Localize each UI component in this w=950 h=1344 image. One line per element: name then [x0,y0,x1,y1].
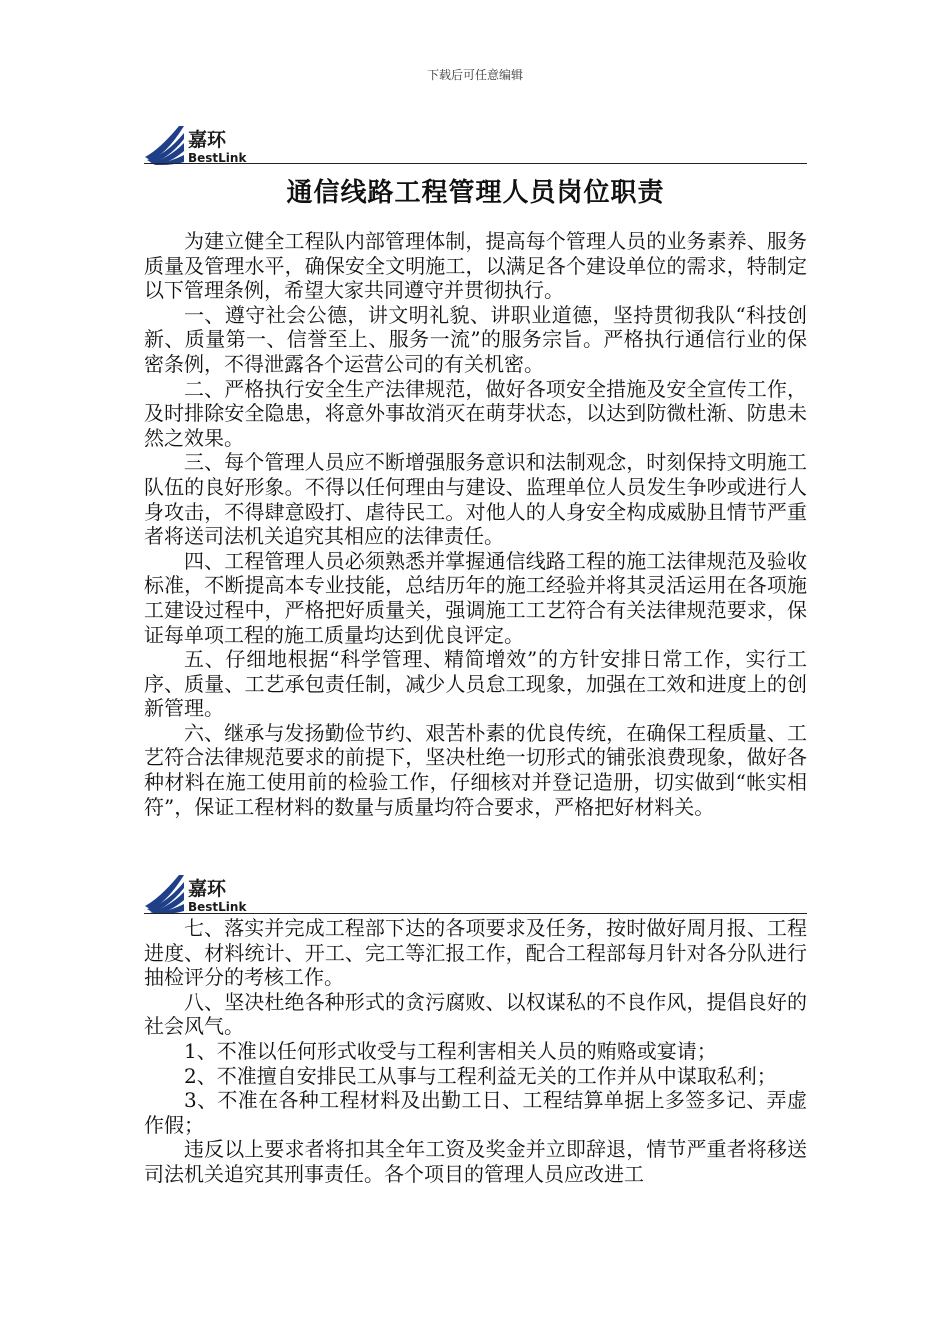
sub-item-paragraph: 3、不准在各种工程材料及出勤工日、工程结算单据上多签多记、弄虚作假； [144,1088,807,1137]
clause-paragraph: 八、坚决杜绝各种形式的贪污腐败、以权谋私的不良作风，提倡良好的社会风气。 [144,989,807,1039]
header-rule [144,913,807,914]
clause-paragraph: 五、仔细地根据“科学管理、精简增效”的方针安排日常工作，实行工序、质量、工艺承包责任制，减少人员怠工现象，加强在工效和进度上的创新管理。 [144,647,807,721]
clause-paragraph: 三、每个管理人员应不断增强服务意识和法制观念，时刻保持文明施工队伍的良好形象。不得以任何理由与建设、监理单位人员发生争吵或进行人身攻击，不得肆意殴打、虐待民工。对他人的人身安全构成威胁且情节严重者将送司法机关追究其相应的法律责任。 [144,450,807,549]
logo-cn-name: 嘉环 [188,878,227,900]
document-title: 通信线路工程管理人员岗位职责 [286,178,665,208]
clause-paragraph: 七、落实并完成工程部下达的各项要求及任务，按时做好周月报、工程进度、材料统计、开工、完工等汇报工作，配合工程部每月针对各分队进行抽检评分的考核工作。 [144,916,807,990]
clause-paragraph: 四、工程管理人员必须熟悉并掌握通信线路工程的施工法律规范及验收标准，不断提高本专业技能，总结历年的施工经验并将其灵活运用在各项施工建设过程中，严格把好质量关，强调施工工艺符合有关法律规范要求，保证每单项工程的施工质量均达到优良评定。 [144,548,807,647]
logo-wave-icon [145,875,184,914]
header-rule [144,163,807,164]
clause-paragraph: 六、继承与发扬勤俭节约、艰苦朴素的优良传统，在确保工程质量、工艺符合法律规范要求的前提下，坚决杜绝一切形式的铺张浪费现象，做好各种材料在施工使用前的检验工作，仔细核对并登记造册，切实做到“帐实相符”，保证工程材料的数量与质量均符合要求，严格把好材料关。 [144,720,807,819]
clause-paragraph: 一、遵守社会公德，讲文明礼貌、讲职业道德，坚持贯彻我队“科技创新、质量第一、信誉至上、服务一流”的服务宗旨。严格执行通信行业的保密条例，不得泄露各个运营公司的有关机密。 [144,302,807,376]
company-logo [144,874,256,914]
clause-paragraph: 二、严格执行安全生产法律规范，做好各项安全措施及安全宣传工作，及时排除安全隐患，将意外事故消灭在萌芽状态，以达到防微杜渐、防患未然之效果。 [144,376,807,450]
logo-en-name: BestLink [188,151,247,165]
logo-wave-icon [145,126,184,165]
document-body-section-1 [144,229,807,819]
sub-item-paragraph: 2、不准擅自安排民工从事与工程利益无关的工作并从中谋取私利； [184,1063,777,1088]
download-watermark: 下载后可任意编辑 [426,68,523,82]
intro-paragraph: 为建立健全工程队内部管理体制，提高每个管理人员的业务素养、服务质量及管理水平，确保安全文明施工，以满足各个建设单位的需求，特制定以下管理条例，希望大家共同遵守并贯彻执行。 [144,229,807,303]
company-logo [144,125,256,165]
document-body-section-2 [144,916,807,1187]
sub-item-paragraph: 1、不准以任何形式收受与工程利害相关人员的贿赂或宴请； [184,1038,717,1063]
logo-en-name: BestLink [188,900,247,914]
logo-cn-name: 嘉环 [188,129,227,151]
penalty-paragraph: 违反以上要求者将扣其全年工资及奖金并立即辞退，情节严重者将移送司法机关追究其刑事责任。各个项目的管理人员应改进工 [144,1137,807,1186]
